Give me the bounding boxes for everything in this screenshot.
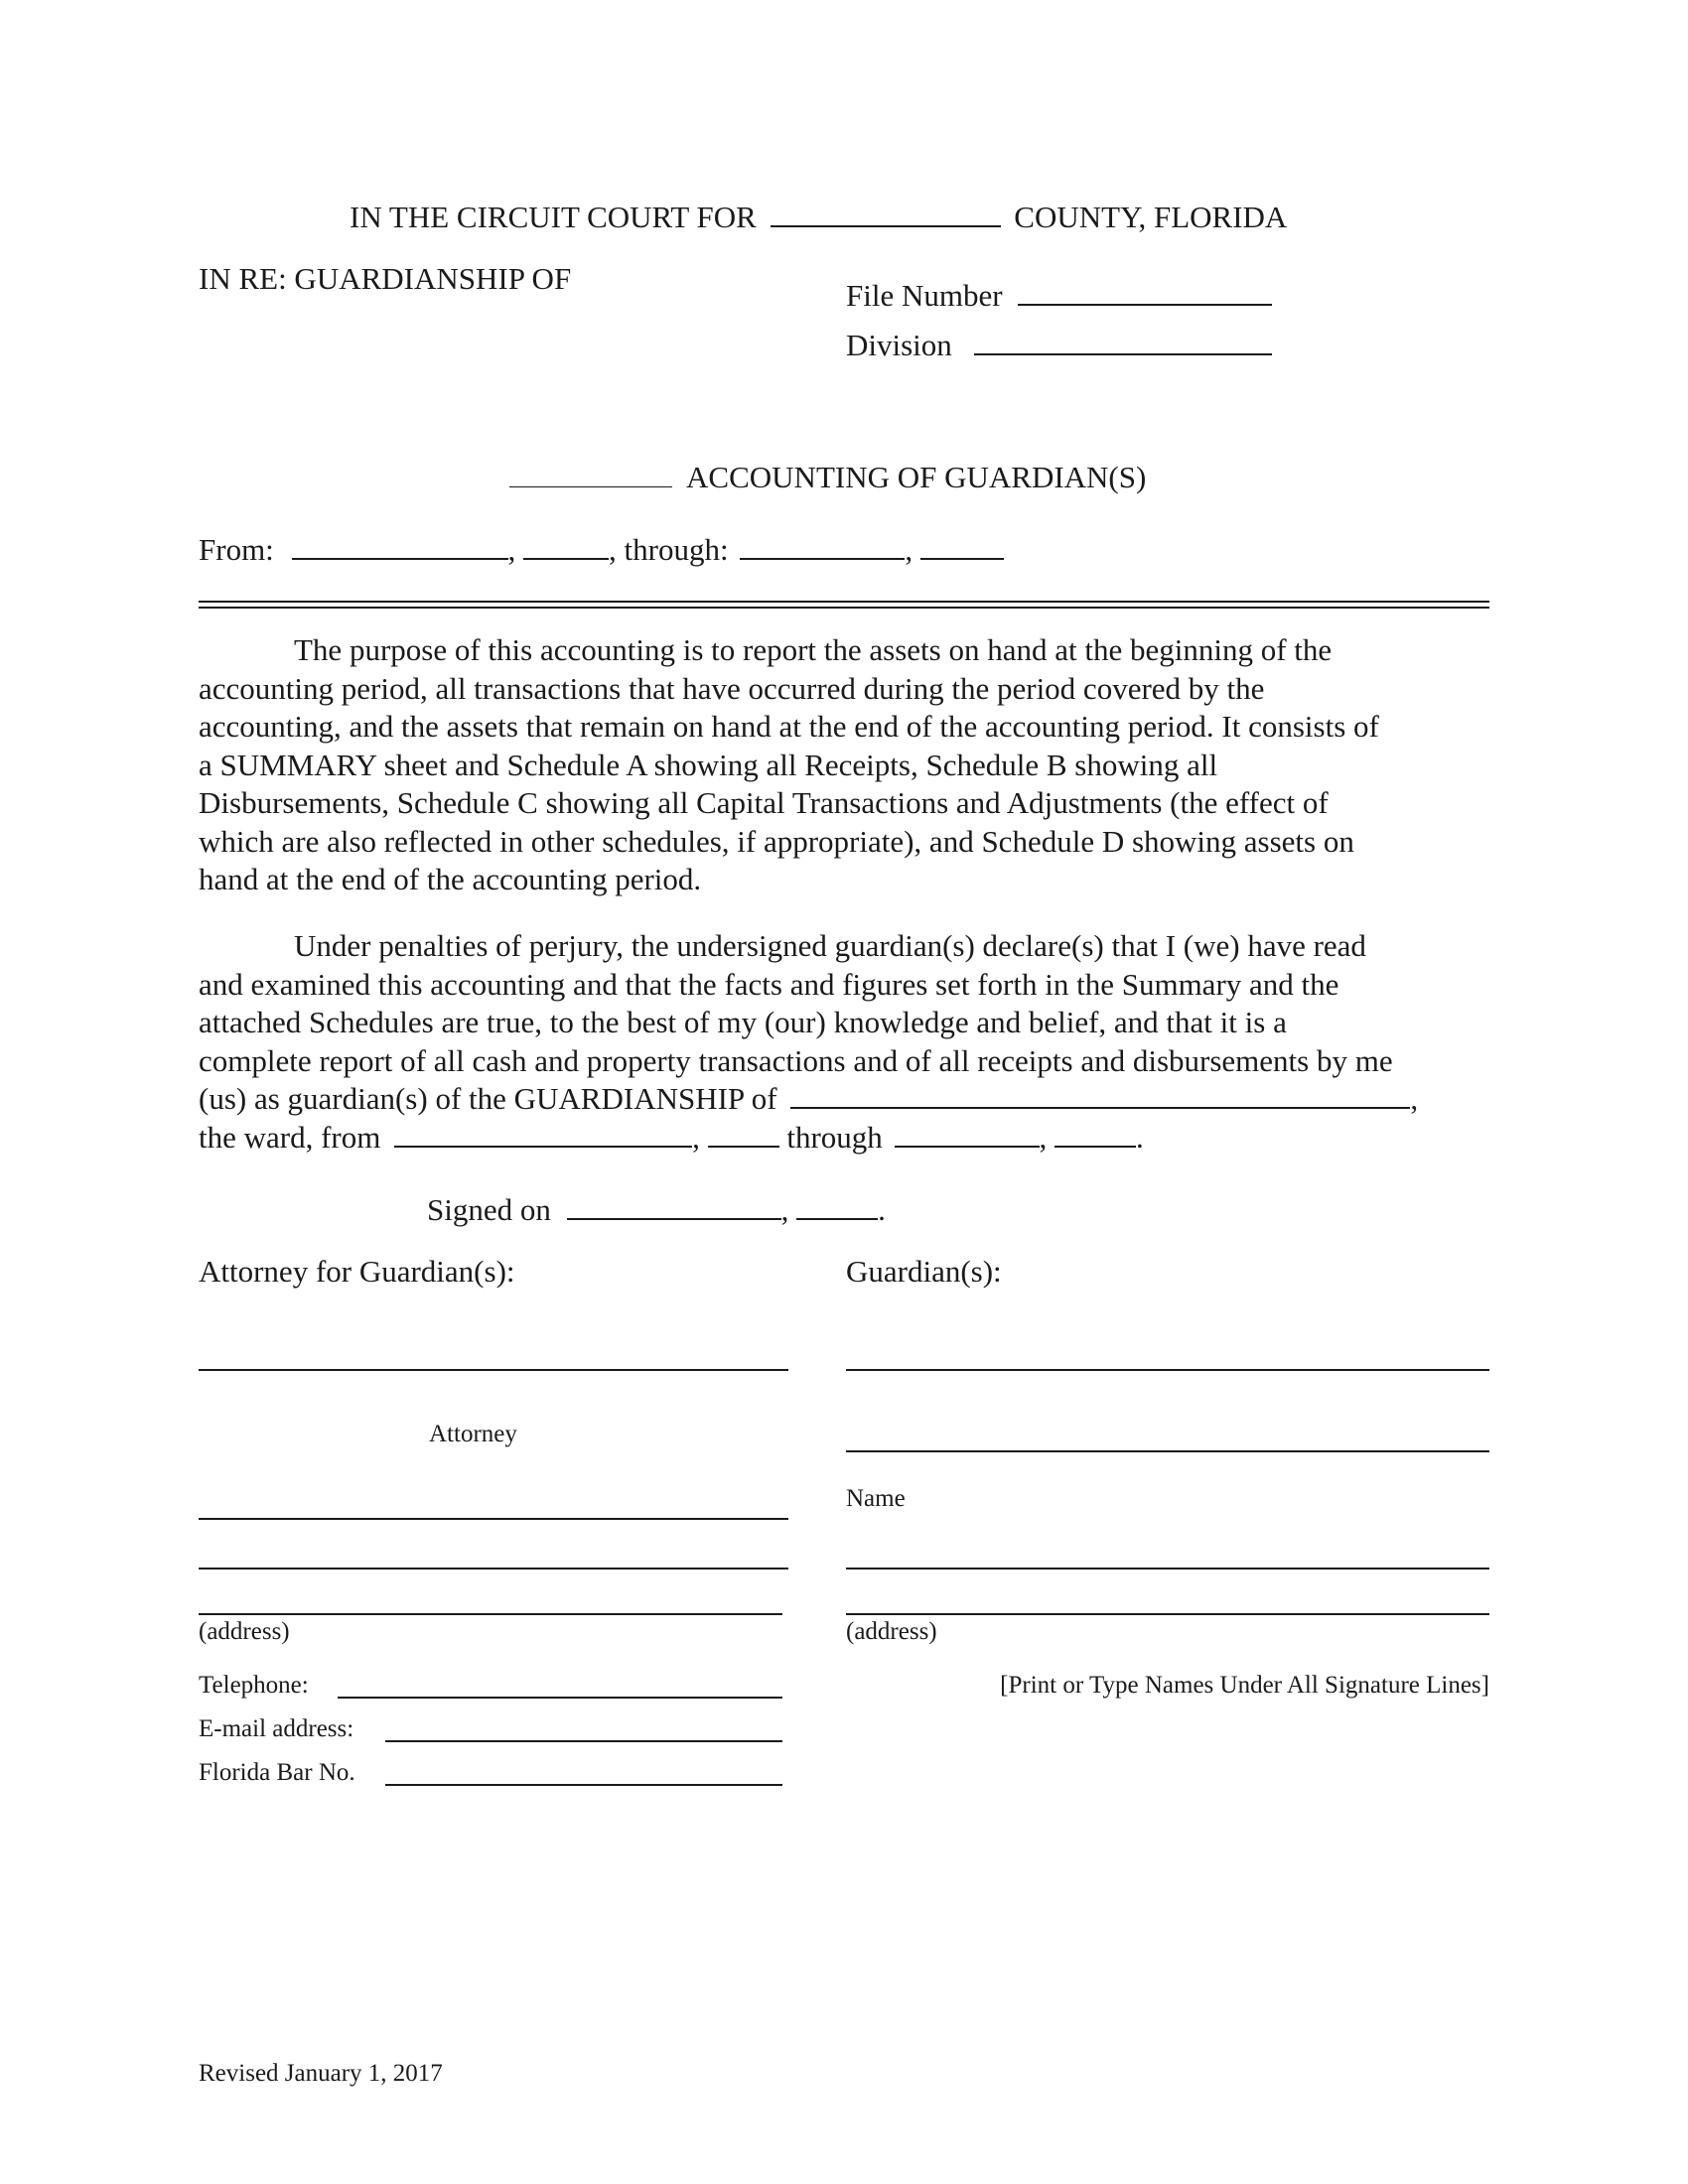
guardian-address-caption: (address) xyxy=(846,1618,937,1645)
double-rule-bottom xyxy=(199,607,1489,609)
para2-line: and examined this accounting and that the facts and figures set forth in the Summary and the xyxy=(199,966,1339,1002)
attorney-caption: Attorney xyxy=(429,1421,517,1447)
through-date-field[interactable] xyxy=(740,534,905,560)
email-row xyxy=(199,1714,353,1744)
para1-line: a SUMMARY sheet and Schedule A showing all Receipts, Schedule B showing all xyxy=(199,747,1218,782)
court-prefix: IN THE CIRCUIT COURT FOR xyxy=(350,200,757,234)
para2-line-ward: (us) as guardian(s) of the GUARDIANSHIP of , xyxy=(199,1081,1419,1116)
through-label: , through: xyxy=(609,532,729,567)
attorney-address-line-2[interactable] xyxy=(199,1568,788,1570)
attorney-signature-line[interactable] xyxy=(199,1369,788,1371)
guardian-heading: Guardian(s): xyxy=(846,1254,1002,1289)
ward-from-date-field[interactable] xyxy=(394,1122,692,1148)
para1-line: which are also reflected in other schedules, if appropriate), and Schedule D showing assets on xyxy=(199,823,1354,859)
bar-row xyxy=(199,1758,355,1788)
division-row xyxy=(846,327,1272,364)
attorney-address-line-1[interactable] xyxy=(199,1518,788,1520)
print-names-note: [Print or Type Names Under All Signature Lines] xyxy=(1000,1672,1489,1699)
from-year-field[interactable] xyxy=(523,534,609,560)
signed-date-field[interactable] xyxy=(567,1194,781,1220)
guardianship-of-label: (us) as guardian(s) of the GUARDIANSHIP of xyxy=(199,1081,777,1116)
signed-on-row: Signed on , . xyxy=(427,1192,886,1227)
signed-on-label: Signed on xyxy=(427,1192,551,1227)
perjury-paragraph xyxy=(199,927,1489,1157)
from-label: From: xyxy=(199,532,274,567)
bar-label: Florida Bar No. xyxy=(199,1759,355,1786)
telephone-label: Telephone: xyxy=(199,1672,309,1699)
ward-name-field[interactable] xyxy=(790,1083,1410,1109)
guardian-signature-line-1[interactable] xyxy=(846,1369,1489,1371)
guardian-name-caption: Name xyxy=(846,1485,906,1512)
signed-year-field[interactable] xyxy=(796,1194,878,1220)
through-year-field[interactable] xyxy=(920,534,1004,560)
county-field[interactable] xyxy=(771,202,1001,227)
court-caption xyxy=(350,199,1287,236)
document-title xyxy=(509,459,1146,496)
guardian-address-line-2[interactable] xyxy=(846,1613,1489,1615)
ward-from-label: the ward, from xyxy=(199,1119,381,1155)
ward-through-label: through xyxy=(786,1119,883,1155)
para2-line: attached Schedules are true, to the best of my (our) knowledge and belief, and that it is a xyxy=(199,1005,1287,1039)
ward-through-year-field[interactable] xyxy=(1055,1122,1136,1148)
para2-line-dates: the ward, from , through , . xyxy=(199,1119,1144,1155)
email-label: E-mail address: xyxy=(199,1715,354,1742)
para2-line: complete report of all cash and property transactions and of all receipts and disbursements by me xyxy=(199,1042,1393,1078)
in-re-label: IN RE: GUARDIANSHIP OF xyxy=(199,261,572,296)
telephone-row xyxy=(199,1671,309,1701)
telephone-field[interactable] xyxy=(338,1697,782,1699)
ward-from-year-field[interactable] xyxy=(708,1122,779,1148)
ward-through-date-field[interactable] xyxy=(895,1122,1040,1148)
purpose-paragraph xyxy=(199,631,1489,899)
revised-date: Revised January 1, 2017 xyxy=(199,2060,443,2087)
para1-line: accounting period, all transactions that have occurred during the period covered by the xyxy=(199,670,1265,706)
title-text: ACCOUNTING OF GUARDIAN(S) xyxy=(686,460,1147,494)
file-number-field[interactable] xyxy=(1018,280,1272,306)
court-suffix: COUNTY, FLORIDA xyxy=(1014,200,1288,234)
para1-line: Disbursements, Schedule C showing all Capital Transactions and Adjustments (the effect of xyxy=(199,785,1329,820)
from-date-field[interactable] xyxy=(292,534,508,560)
email-field[interactable] xyxy=(385,1740,782,1742)
double-rule-top xyxy=(199,601,1489,603)
attorney-heading: Attorney for Guardian(s): xyxy=(199,1254,515,1289)
accounting-type-field[interactable] xyxy=(509,463,672,487)
division-label: Division xyxy=(846,328,952,362)
file-number-label: File Number xyxy=(846,278,1003,313)
para1-line: The purpose of this accounting is to report the assets on hand at the beginning of the xyxy=(294,632,1333,667)
guardian-address-line-1[interactable] xyxy=(846,1568,1489,1570)
division-field[interactable] xyxy=(974,330,1272,355)
para2-line: Under penalties of perjury, the undersigned guardian(s) declare(s) that I (we) have read xyxy=(294,928,1366,963)
guardian-signature-line-2[interactable] xyxy=(846,1450,1489,1452)
para1-line: hand at the end of the accounting period. xyxy=(199,862,702,896)
period-row: From: , , through: , xyxy=(199,531,1004,569)
para1-line: accounting, and the assets that remain on hand at the end of the accounting period. It consists of xyxy=(199,709,1379,744)
file-number-row xyxy=(846,277,1272,315)
bar-number-field[interactable] xyxy=(385,1784,782,1786)
attorney-address-caption: (address) xyxy=(199,1618,290,1645)
attorney-address-line-3[interactable] xyxy=(199,1613,782,1615)
